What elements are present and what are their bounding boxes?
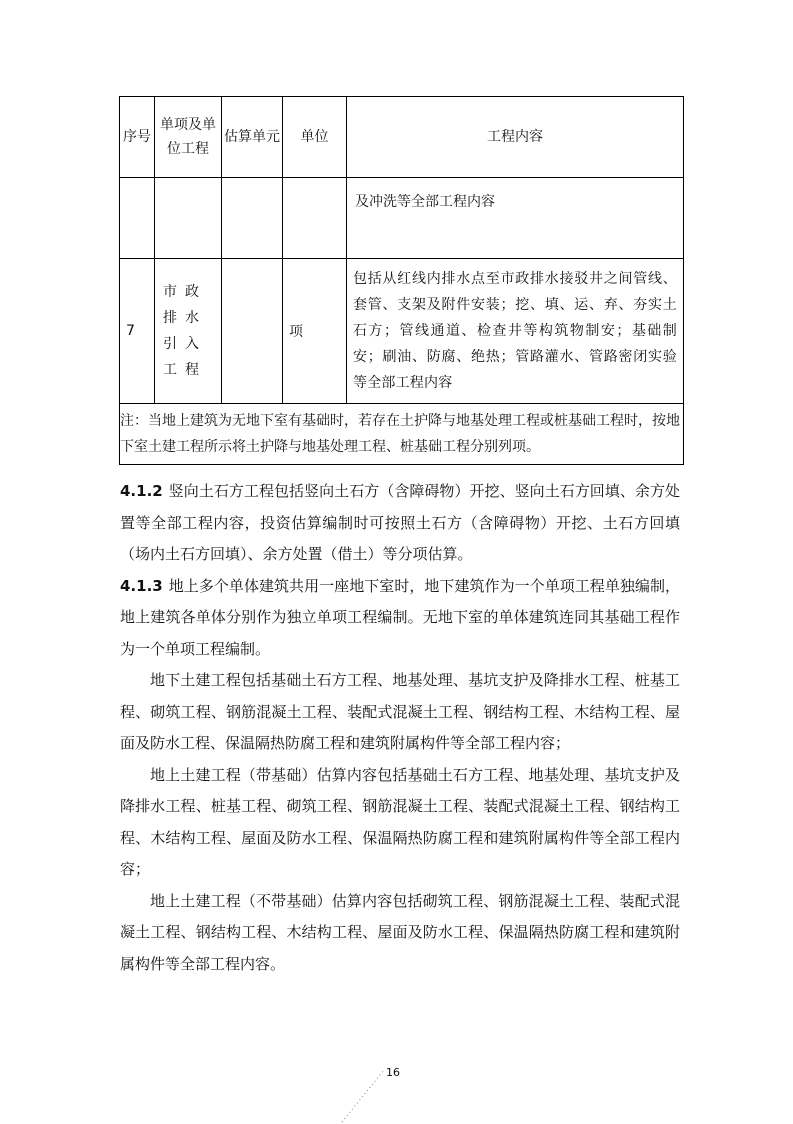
section-number: 4.1.2 xyxy=(120,482,163,500)
section-text: 竖向土石方工程包括竖向土石方（含障碍物）开挖、竖向土石方回填、余方处置等全部工程内容，投资估算编制时可按照土石方（含障碍物）开挖、土石方回填（场内土石方回填）、余方处置（借土）等分项估算。 xyxy=(120,482,680,563)
header-item: 单项及单位工程 xyxy=(155,97,222,178)
header-seq: 序号 xyxy=(120,97,155,178)
engineering-content-table xyxy=(119,96,684,465)
cell-empty xyxy=(155,178,222,259)
table-row xyxy=(120,178,684,259)
paragraph: 地上土建工程（不带基础）估算内容包括砌筑工程、钢筋混凝土工程、装配式混凝土工程、钢结构工程、木结构工程、屋面及防水工程、保温隔热防腐工程和建筑附属构件等全部工程内容。 xyxy=(120,891,680,973)
table-note-row xyxy=(120,404,684,465)
page-number: 16 xyxy=(386,1066,400,1079)
paragraph: 地下土建工程包括基础土石方工程、地基处理、基坑支护及降排水工程、桩基工程、砌筑工程、钢筋混凝土工程、装配式混凝土工程、钢结构工程、木结构工程、屋面及防水工程、保温隔热防腐工程和建筑附属构件等全部工程内容； xyxy=(120,671,680,752)
page-corner-dots xyxy=(340,1068,390,1124)
header-est-unit: 估算单元 xyxy=(222,97,283,178)
body-text xyxy=(120,476,680,980)
cell-unit: 项 xyxy=(283,259,347,404)
section-text: 地上多个单体建筑共用一座地下室时，地下建筑作为一个单项工程单独编制，地上建筑各单体分别作为独立单项工程编制。无地下室的单体建筑连同其基础工程作为一个单项工程编制。 xyxy=(120,576,680,658)
table-row xyxy=(120,259,684,404)
cell-empty xyxy=(222,178,283,259)
section-number: 4.1.3 xyxy=(120,576,163,595)
cell-seq: 7 xyxy=(120,259,155,404)
table-header-row xyxy=(120,97,684,178)
section-4-1-3 xyxy=(120,571,680,666)
paragraph: 地上土建工程（带基础）估算内容包括基础土石方工程、地基处理、基坑支护及降排水工程、桩基工程、砌筑工程、钢筋混凝土工程、装配式混凝土工程、钢结构工程、木结构工程、屋面及防水工程、保温隔热防腐工程和建筑附属构件等全部工程内容； xyxy=(120,765,680,878)
table-note: 注：当地上建筑为无地下室有基础时，若存在土护降与地基处理工程或桩基础工程时，按地下室土建工程所示将土护降与地基处理工程、桩基础工程分别列项。 xyxy=(120,404,684,465)
header-unit: 单位 xyxy=(283,97,347,178)
cell-content: 及冲洗等全部工程内容 xyxy=(347,178,684,259)
cell-item-name: 市政排水引入工程 xyxy=(155,259,222,404)
cell-empty xyxy=(283,178,347,259)
cell-empty xyxy=(120,178,155,259)
header-content: 工程内容 xyxy=(347,97,684,178)
section-4-1-2 xyxy=(120,476,680,571)
cell-content: 包括从红线内排水点至市政排水接驳井之间管线、套管、支架及附件安装；挖、填、运、弃、夯实土石方；管线通道、检查井等构筑物制安；基础制安；刷油、防腐、绝热；管路灌水、管路密闭实验等全部工程内容 xyxy=(347,259,684,404)
cell-est-unit xyxy=(222,259,283,404)
